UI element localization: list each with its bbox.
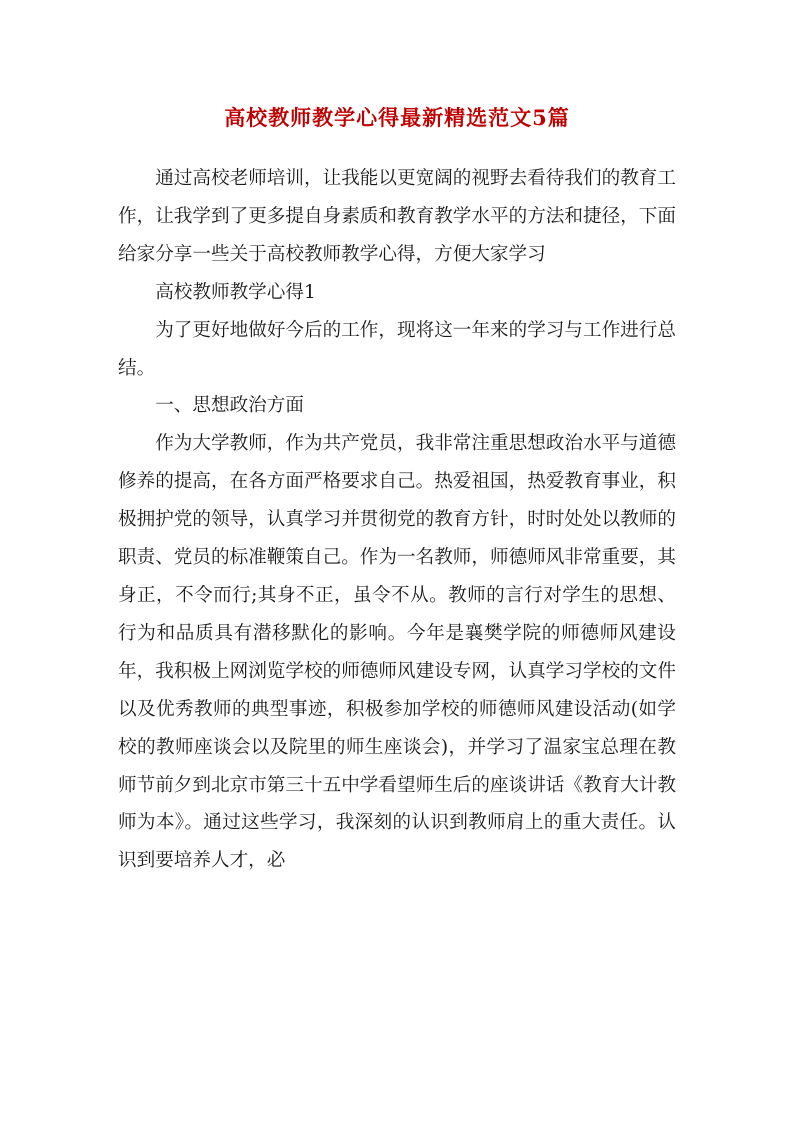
subsection-heading-politics: 一、思想政治方面	[155, 395, 304, 417]
intro-paragraph: 通过高校老师培训，让我能以更宽阔的视野去看待我们的教育工作，让我学到了更多提自身素质和教育教学水平的方法和捷径，下面给家分享一些关于高校教师教学心得，方便大家学习	[118, 168, 676, 265]
section-heading-1: 高校教师教学心得1	[155, 281, 316, 303]
document-body	[118, 160, 676, 880]
body-paragraph: 作为大学教师，作为共产党员，我非常注重思想政治水平与道德修养的提高，在各方面严格要求自己。热爱祖国，热爱教育事业，积极拥护党的领导，认真学习并贯彻党的教育方针，时时处处以教师的职责、党员的标准鞭策自己。作为一名教师，师德师风非常重要，其身正，不令而行;其身不正，虽令不从。教师的言行对学生的思想、行为和品质具有潜移默化的影响。今年是襄樊学院的师德师风建设年，我积极上网浏览学校的师德师风建设专网，认真学习学校的文件以及优秀教师的典型事迹，积极参加学校的师德师风建设活动(如学校的教师座谈会以及院里的师生座谈会)，并学习了温家宝总理在教师节前夕到北京市第三十五中学看望师生后的座谈讲话《教育大计教师为本》。通过这些学习，我深刻的认识到教师肩上的重大责任。认识到要培养人才，必	[118, 433, 676, 872]
summary-paragraph: 为了更好地做好今后的工作，现将这一年来的学习与工作进行总结。	[118, 319, 676, 379]
document-title: 高校教师教学心得最新精选范文5篇	[224, 105, 570, 130]
